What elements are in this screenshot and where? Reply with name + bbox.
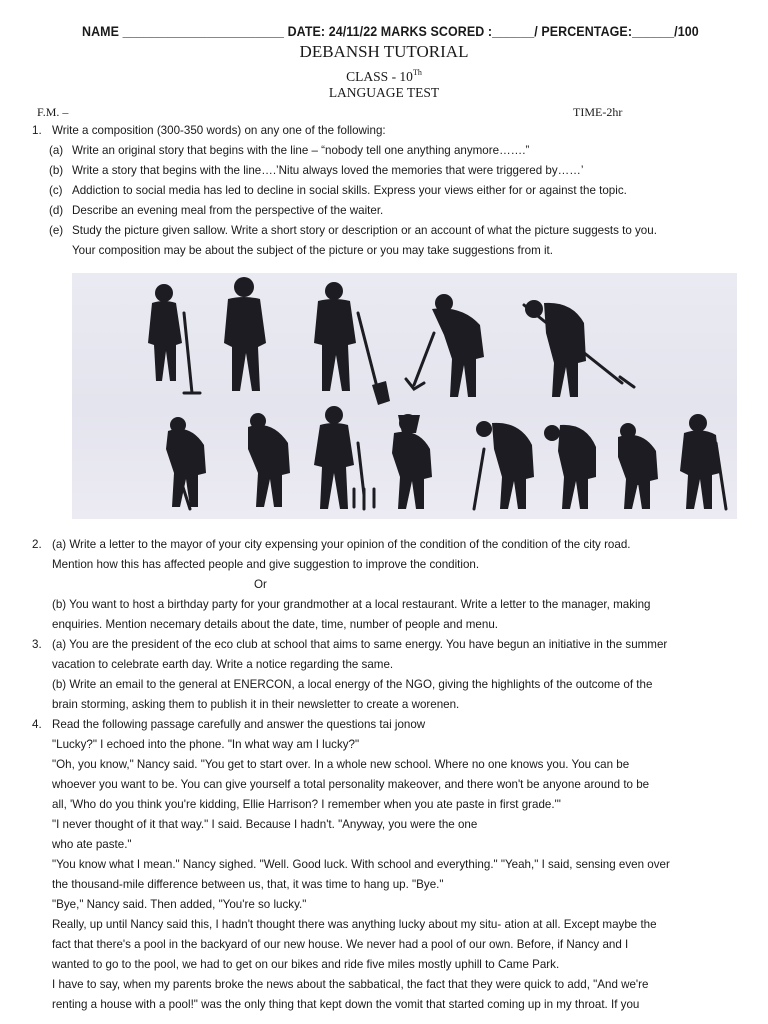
option-text: Addiction to social media has led to decline in social skills. Express your views either for or against the topic.	[72, 184, 627, 197]
figure-rake-standing	[148, 284, 200, 393]
figure-bending-rake	[166, 417, 206, 509]
question-line: vacation to celebrate earth day. Write a notice regarding the same.	[52, 658, 394, 671]
question-number: 1.	[32, 124, 42, 137]
option-text: Write an original story that begins with the line – “nobody tell one anything anymore…….”	[72, 144, 530, 157]
passage-line: the thousand-mile difference between us, that, it was time to hang up. "Bye."	[52, 878, 444, 891]
option-text: Describe an evening meal from the perspective of the waiter.	[72, 204, 384, 217]
option-text: Your composition may be about the subject of the picture or you may take suggestions from it.	[72, 244, 553, 257]
question-line: (a) You are the president of the eco club at school that aims to same energy. You have begun an initiative in the summer	[52, 638, 668, 651]
figure-pitchfork-standing	[314, 406, 374, 509]
passage-line: "Lucky?" I echoed into the phone. "In what way am I lucky?"	[52, 738, 360, 751]
full-marks-label: F.M. –	[37, 105, 69, 119]
gardeners-silhouette-picture	[72, 273, 737, 519]
time-label: TIME-2hr	[573, 105, 623, 119]
test-title: LANGUAGE TEST	[328, 85, 440, 100]
figure-watering-can-bending	[618, 423, 658, 509]
figure-hoe-bending	[524, 300, 634, 397]
option-tag: (b)	[49, 164, 64, 177]
passage-line: Read the following passage carefully and answer the questions tai jonow	[52, 718, 426, 731]
question-line: (b) You want to host a birthday party for your grandmother at a local restaurant. Write a letter to the manager, making	[52, 598, 651, 611]
passage-line: "Oh, you know," Nancy said. "You get to start over. In a whole new school. Where no one knows you. You can be	[52, 758, 630, 771]
figure-kneeling-watering	[544, 425, 596, 509]
passage-line: who ate paste."	[52, 838, 132, 851]
passage-line: whoever you want to be. You can give yourself a total personality makeover, and there won't be anyone around to be	[52, 778, 650, 791]
option-tag: (e)	[49, 224, 64, 237]
passage-line: "You know what I mean." Nancy sighed. "Well. Good luck. With school and everything." "Yeah," I said, sensing even over	[52, 858, 670, 871]
question-number: 2.	[32, 538, 42, 551]
question-line: (b) Write an email to the general at ENERCON, a local energy of the NGO, giving the highlights of the outcome of the	[52, 678, 653, 691]
passage-line: "Bye," Nancy said. Then added, "You're so lucky."	[52, 898, 307, 911]
figure-rake-leaning	[680, 414, 726, 509]
passage-line: Really, up until Nancy said this, I hadn't thought there was anything lucky about my situ- ation at all. Except maybe the	[52, 918, 657, 931]
figure-watering-can	[224, 277, 266, 391]
class-text: CLASS - 10	[346, 69, 413, 84]
option-tag: (d)	[49, 204, 64, 217]
passage-line: all, 'Who do you think you're kidding, Ellie Harrison? I remember when you ate paste in first grade.'"	[52, 798, 561, 811]
question-line: Mention how this has affected people and give suggestion to improve the condition.	[52, 558, 480, 571]
question-title: Write a composition (300-350 words) on any one of the following:	[52, 124, 386, 137]
question-line: (a) Write a letter to the mayor of your city expensing your opinion of the condition of the condition of the city road.	[52, 538, 631, 551]
question-number: 3.	[32, 638, 42, 651]
institute-name: DEBANSH TUTORIAL	[299, 42, 469, 61]
passage-line: renting a house with a pool!" was the only thing that kept down the vomit that started coming up in my throat. If you	[52, 998, 640, 1011]
option-text: Study the picture given sallow. Write a short story or description or an account of what the picture suggests to you.	[72, 224, 657, 237]
passage-line: wanted to go to the pool, we had to get on our bikes and ride five miles mostly uphill to Came Park.	[52, 958, 560, 971]
question-line: brain storming, asking them to publish it in their newsletter to create a worenen.	[52, 698, 460, 711]
option-tag: (c)	[49, 184, 63, 197]
class-superscript: Th	[412, 68, 422, 77]
figure-bending-hoe	[474, 421, 534, 509]
header-info-line: NAME _______________________ DATE: 24/11/22 MARKS SCORED :______/ PERCENTAGE:______/100	[82, 24, 699, 39]
passage-line: I have to say, when my parents broke the news about the sabbatical, the fact that they were quick to add, "And we're	[52, 978, 649, 991]
silhouette-illustration	[72, 273, 737, 519]
figure-shovel	[314, 282, 390, 405]
passage-line: fact that there's a pool in the backyard of our new house. We never had a pool of our own. Before, if Nancy and I	[52, 938, 629, 951]
option-text: Write a story that begins with the line….’Nitu always loved the memories that were triggered by……’	[72, 164, 584, 177]
figure-bending-tool	[248, 413, 290, 507]
question-line: enquiries. Mention necemary details about the date, time, number of people and menu.	[52, 618, 498, 631]
figure-pitchfork-bending	[406, 294, 484, 397]
passage-line: "I never thought of it that way." I said. Because I hadn't. "Anyway, you were the one	[52, 818, 478, 831]
option-tag: (a)	[49, 144, 64, 157]
figure-hands-on-head	[392, 414, 432, 509]
question-number: 4.	[32, 718, 42, 731]
or-label: Or	[254, 578, 267, 591]
